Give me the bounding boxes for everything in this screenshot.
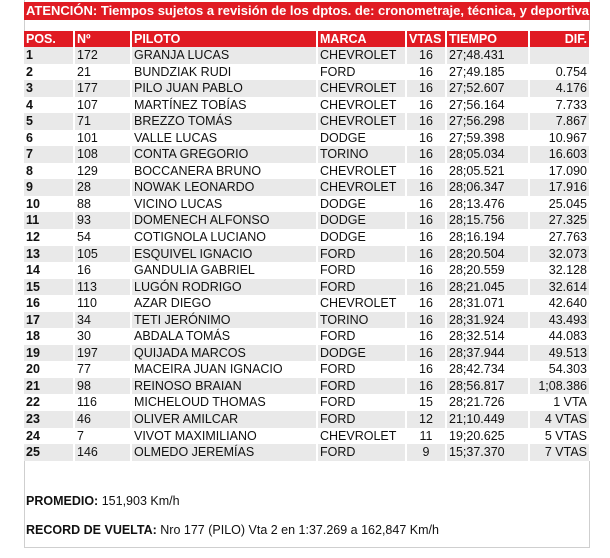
cell-num: 172 bbox=[74, 47, 131, 64]
average-speed bbox=[26, 494, 180, 508]
cell-pos: 1 bbox=[24, 47, 74, 64]
cell-num: 177 bbox=[74, 80, 131, 97]
table-row bbox=[24, 97, 590, 114]
cell-marca: FORD bbox=[317, 394, 406, 411]
cell-vtas: 16 bbox=[406, 146, 446, 163]
cell-dif: 7.867 bbox=[529, 113, 590, 130]
cell-marca: CHEVROLET bbox=[317, 179, 406, 196]
cell-piloto: REINOSO BRAIAN bbox=[131, 378, 317, 395]
cell-piloto: QUIJADA MARCOS bbox=[131, 345, 317, 362]
cell-vtas: 11 bbox=[406, 428, 446, 445]
cell-piloto: LUGÓN RODRIGO bbox=[131, 279, 317, 296]
cell-tiempo: 28;20.504 bbox=[446, 246, 529, 263]
cell-vtas: 16 bbox=[406, 212, 446, 229]
cell-tiempo: 28;20.559 bbox=[446, 262, 529, 279]
cell-piloto: CONTA GREGORIO bbox=[131, 146, 317, 163]
table-row bbox=[24, 411, 590, 428]
table-row bbox=[24, 47, 590, 64]
table-row bbox=[24, 361, 590, 378]
header-num: Nº bbox=[74, 31, 131, 47]
cell-dif: 17.916 bbox=[529, 179, 590, 196]
cell-marca: DODGE bbox=[317, 196, 406, 213]
cell-marca: FORD bbox=[317, 411, 406, 428]
cell-piloto: BUNDZIAK RUDI bbox=[131, 64, 317, 81]
cell-tiempo: 28;13.476 bbox=[446, 196, 529, 213]
cell-vtas: 16 bbox=[406, 179, 446, 196]
cell-tiempo: 27;52.607 bbox=[446, 80, 529, 97]
cell-tiempo: 28;42.734 bbox=[446, 361, 529, 378]
cell-vtas: 16 bbox=[406, 130, 446, 147]
cell-pos: 16 bbox=[24, 295, 74, 312]
cell-dif: 17.090 bbox=[529, 163, 590, 180]
cell-marca: FORD bbox=[317, 328, 406, 345]
cell-marca: FORD bbox=[317, 64, 406, 81]
cell-dif: 10.967 bbox=[529, 130, 590, 147]
table-row bbox=[24, 345, 590, 362]
cell-piloto: AZAR DIEGO bbox=[131, 295, 317, 312]
cell-piloto: ABDALA TOMÁS bbox=[131, 328, 317, 345]
cell-num: 46 bbox=[74, 411, 131, 428]
cell-pos: 24 bbox=[24, 428, 74, 445]
cell-piloto: MARTÍNEZ TOBÍAS bbox=[131, 97, 317, 114]
cell-marca: CHEVROLET bbox=[317, 80, 406, 97]
table-header-row bbox=[24, 31, 590, 47]
cell-pos: 11 bbox=[24, 212, 74, 229]
cell-tiempo: 19;20.625 bbox=[446, 428, 529, 445]
cell-vtas: 16 bbox=[406, 113, 446, 130]
cell-num: 129 bbox=[74, 163, 131, 180]
cell-vtas: 16 bbox=[406, 246, 446, 263]
cell-pos: 20 bbox=[24, 361, 74, 378]
cell-pos: 19 bbox=[24, 345, 74, 362]
cell-tiempo: 28;37.944 bbox=[446, 345, 529, 362]
cell-num: 16 bbox=[74, 262, 131, 279]
cell-dif: 5 VTAS bbox=[529, 428, 590, 445]
cell-piloto: NOWAK LEONARDO bbox=[131, 179, 317, 196]
cell-num: 30 bbox=[74, 328, 131, 345]
cell-tiempo: 28;05.521 bbox=[446, 163, 529, 180]
cell-tiempo: 28;56.817 bbox=[446, 378, 529, 395]
table-row bbox=[24, 146, 590, 163]
cell-pos: 22 bbox=[24, 394, 74, 411]
cell-marca: DODGE bbox=[317, 229, 406, 246]
table-row bbox=[24, 163, 590, 180]
cell-piloto: BREZZO TOMÁS bbox=[131, 113, 317, 130]
cell-dif: 7.733 bbox=[529, 97, 590, 114]
cell-pos: 10 bbox=[24, 196, 74, 213]
cell-dif: 49.513 bbox=[529, 345, 590, 362]
lap-record bbox=[26, 523, 439, 537]
cell-num: 146 bbox=[74, 444, 131, 461]
cell-num: 98 bbox=[74, 378, 131, 395]
cell-marca: CHEVROLET bbox=[317, 163, 406, 180]
header-marca: MARCA bbox=[317, 31, 406, 47]
results-body bbox=[24, 47, 590, 461]
cell-dif: 32.073 bbox=[529, 246, 590, 263]
cell-dif: 1 VTA bbox=[529, 394, 590, 411]
cell-tiempo: 21;10.449 bbox=[446, 411, 529, 428]
results-table bbox=[24, 31, 591, 461]
cell-dif: 4 VTAS bbox=[529, 411, 590, 428]
cell-vtas: 9 bbox=[406, 444, 446, 461]
cell-marca: CHEVROLET bbox=[317, 97, 406, 114]
table-row bbox=[24, 312, 590, 329]
cell-marca: DODGE bbox=[317, 130, 406, 147]
cell-dif: 32.614 bbox=[529, 279, 590, 296]
table-row bbox=[24, 295, 590, 312]
table-row bbox=[24, 113, 590, 130]
cell-tiempo: 28;06.347 bbox=[446, 179, 529, 196]
cell-tiempo: 28;16.194 bbox=[446, 229, 529, 246]
cell-pos: 2 bbox=[24, 64, 74, 81]
cell-pos: 12 bbox=[24, 229, 74, 246]
cell-piloto: DOMENECH ALFONSO bbox=[131, 212, 317, 229]
cell-num: 108 bbox=[74, 146, 131, 163]
cell-marca: CHEVROLET bbox=[317, 295, 406, 312]
cell-marca: TORINO bbox=[317, 312, 406, 329]
cell-num: 116 bbox=[74, 394, 131, 411]
cell-num: 77 bbox=[74, 361, 131, 378]
cell-piloto: COTIGNOLA LUCIANO bbox=[131, 229, 317, 246]
cell-num: 113 bbox=[74, 279, 131, 296]
cell-num: 93 bbox=[74, 212, 131, 229]
header-piloto: PILOTO bbox=[131, 31, 317, 47]
cell-dif: 42.640 bbox=[529, 295, 590, 312]
cell-tiempo: 27;56.164 bbox=[446, 97, 529, 114]
cell-vtas: 15 bbox=[406, 394, 446, 411]
cell-tiempo: 28;31.924 bbox=[446, 312, 529, 329]
cell-pos: 4 bbox=[24, 97, 74, 114]
cell-vtas: 16 bbox=[406, 229, 446, 246]
cell-marca: FORD bbox=[317, 444, 406, 461]
cell-pos: 25 bbox=[24, 444, 74, 461]
cell-piloto: VIVOT MAXIMILIANO bbox=[131, 428, 317, 445]
cell-dif: 32.128 bbox=[529, 262, 590, 279]
cell-vtas: 16 bbox=[406, 97, 446, 114]
table-row bbox=[24, 212, 590, 229]
cell-dif: 43.493 bbox=[529, 312, 590, 329]
cell-vtas: 16 bbox=[406, 378, 446, 395]
cell-piloto: GANDULIA GABRIEL bbox=[131, 262, 317, 279]
cell-pos: 5 bbox=[24, 113, 74, 130]
cell-tiempo: 27;59.398 bbox=[446, 130, 529, 147]
table-row bbox=[24, 179, 590, 196]
header-vtas: VTAS bbox=[406, 31, 446, 47]
cell-tiempo: 28;21.045 bbox=[446, 279, 529, 296]
cell-piloto: OLMEDO JEREMÍAS bbox=[131, 444, 317, 461]
cell-pos: 3 bbox=[24, 80, 74, 97]
cell-piloto: VALLE LUCAS bbox=[131, 130, 317, 147]
cell-vtas: 16 bbox=[406, 279, 446, 296]
cell-piloto: ESQUIVEL IGNACIO bbox=[131, 246, 317, 263]
average-speed-value: 151,903 Km/h bbox=[101, 494, 180, 508]
cell-pos: 13 bbox=[24, 246, 74, 263]
table-row bbox=[24, 444, 590, 461]
cell-tiempo: 28;32.514 bbox=[446, 328, 529, 345]
cell-pos: 15 bbox=[24, 279, 74, 296]
cell-tiempo: 28;31.071 bbox=[446, 295, 529, 312]
cell-marca: FORD bbox=[317, 361, 406, 378]
table-row bbox=[24, 64, 590, 81]
cell-dif: 4.176 bbox=[529, 80, 590, 97]
cell-tiempo: 28;15.756 bbox=[446, 212, 529, 229]
cell-vtas: 16 bbox=[406, 80, 446, 97]
cell-tiempo: 27;56.298 bbox=[446, 113, 529, 130]
cell-num: 197 bbox=[74, 345, 131, 362]
cell-pos: 7 bbox=[24, 146, 74, 163]
cell-marca: TORINO bbox=[317, 146, 406, 163]
cell-dif: 27.763 bbox=[529, 229, 590, 246]
cell-vtas: 16 bbox=[406, 345, 446, 362]
cell-marca: CHEVROLET bbox=[317, 47, 406, 64]
cell-vtas: 16 bbox=[406, 163, 446, 180]
table-row bbox=[24, 328, 590, 345]
cell-dif bbox=[529, 47, 590, 64]
lap-record-label: RECORD DE VUELTA: bbox=[26, 523, 157, 537]
cell-piloto: GRANJA LUCAS bbox=[131, 47, 317, 64]
header-dif: DIF. bbox=[529, 31, 590, 47]
average-speed-label: PROMEDIO: bbox=[26, 494, 99, 508]
cell-marca: CHEVROLET bbox=[317, 113, 406, 130]
cell-piloto: BOCCANERA BRUNO bbox=[131, 163, 317, 180]
cell-num: 107 bbox=[74, 97, 131, 114]
lap-record-value: Nro 177 (PILO) Vta 2 en 1:37.269 a 162,847 Km/h bbox=[160, 523, 439, 537]
cell-vtas: 16 bbox=[406, 328, 446, 345]
cell-pos: 21 bbox=[24, 378, 74, 395]
cell-dif: 27.325 bbox=[529, 212, 590, 229]
table-row bbox=[24, 394, 590, 411]
cell-marca: FORD bbox=[317, 378, 406, 395]
table-row bbox=[24, 246, 590, 263]
table-row bbox=[24, 229, 590, 246]
cell-dif: 25.045 bbox=[529, 196, 590, 213]
cell-piloto: VICINO LUCAS bbox=[131, 196, 317, 213]
warning-banner: ATENCIÓN: Tiempos sujetos a revisión de los dptos. de: cronometraje, técnica, y deportiva bbox=[26, 3, 589, 18]
cell-pos: 18 bbox=[24, 328, 74, 345]
cell-marca: FORD bbox=[317, 246, 406, 263]
cell-tiempo: 15;37.370 bbox=[446, 444, 529, 461]
cell-marca: CHEVROLET bbox=[317, 428, 406, 445]
cell-marca: FORD bbox=[317, 262, 406, 279]
cell-dif: 7 VTAS bbox=[529, 444, 590, 461]
cell-num: 7 bbox=[74, 428, 131, 445]
table-row bbox=[24, 279, 590, 296]
cell-num: 88 bbox=[74, 196, 131, 213]
cell-dif: 44.083 bbox=[529, 328, 590, 345]
cell-vtas: 16 bbox=[406, 262, 446, 279]
cell-num: 101 bbox=[74, 130, 131, 147]
cell-pos: 23 bbox=[24, 411, 74, 428]
cell-piloto: MACEIRA JUAN IGNACIO bbox=[131, 361, 317, 378]
cell-num: 28 bbox=[74, 179, 131, 196]
cell-num: 105 bbox=[74, 246, 131, 263]
cell-num: 34 bbox=[74, 312, 131, 329]
cell-vtas: 16 bbox=[406, 361, 446, 378]
cell-pos: 17 bbox=[24, 312, 74, 329]
cell-piloto: TETI JERÓNIMO bbox=[131, 312, 317, 329]
cell-pos: 8 bbox=[24, 163, 74, 180]
cell-vtas: 16 bbox=[406, 64, 446, 81]
cell-tiempo: 27;49.185 bbox=[446, 64, 529, 81]
cell-num: 21 bbox=[74, 64, 131, 81]
table-row bbox=[24, 378, 590, 395]
cell-tiempo: 28;05.034 bbox=[446, 146, 529, 163]
cell-marca: DODGE bbox=[317, 212, 406, 229]
cell-tiempo: 27;48.431 bbox=[446, 47, 529, 64]
cell-num: 71 bbox=[74, 113, 131, 130]
cell-dif: 16.603 bbox=[529, 146, 590, 163]
cell-piloto: OLIVER AMILCAR bbox=[131, 411, 317, 428]
header-pos: POS. bbox=[24, 31, 74, 47]
cell-pos: 9 bbox=[24, 179, 74, 196]
table-row bbox=[24, 262, 590, 279]
cell-vtas: 16 bbox=[406, 312, 446, 329]
header-tiempo: TIEMPO bbox=[446, 31, 529, 47]
cell-num: 110 bbox=[74, 295, 131, 312]
cell-pos: 6 bbox=[24, 130, 74, 147]
cell-pos: 14 bbox=[24, 262, 74, 279]
cell-vtas: 12 bbox=[406, 411, 446, 428]
cell-dif: 54.303 bbox=[529, 361, 590, 378]
cell-vtas: 16 bbox=[406, 47, 446, 64]
table-row bbox=[24, 80, 590, 97]
cell-vtas: 16 bbox=[406, 295, 446, 312]
table-row bbox=[24, 428, 590, 445]
cell-tiempo: 28;21.726 bbox=[446, 394, 529, 411]
cell-vtas: 16 bbox=[406, 196, 446, 213]
cell-marca: DODGE bbox=[317, 345, 406, 362]
cell-piloto: MICHELOUD THOMAS bbox=[131, 394, 317, 411]
table-row bbox=[24, 130, 590, 147]
table-row bbox=[24, 196, 590, 213]
cell-marca: FORD bbox=[317, 279, 406, 296]
cell-piloto: PILO JUAN PABLO bbox=[131, 80, 317, 97]
cell-dif: 0.754 bbox=[529, 64, 590, 81]
cell-num: 54 bbox=[74, 229, 131, 246]
cell-dif: 1;08.386 bbox=[529, 378, 590, 395]
